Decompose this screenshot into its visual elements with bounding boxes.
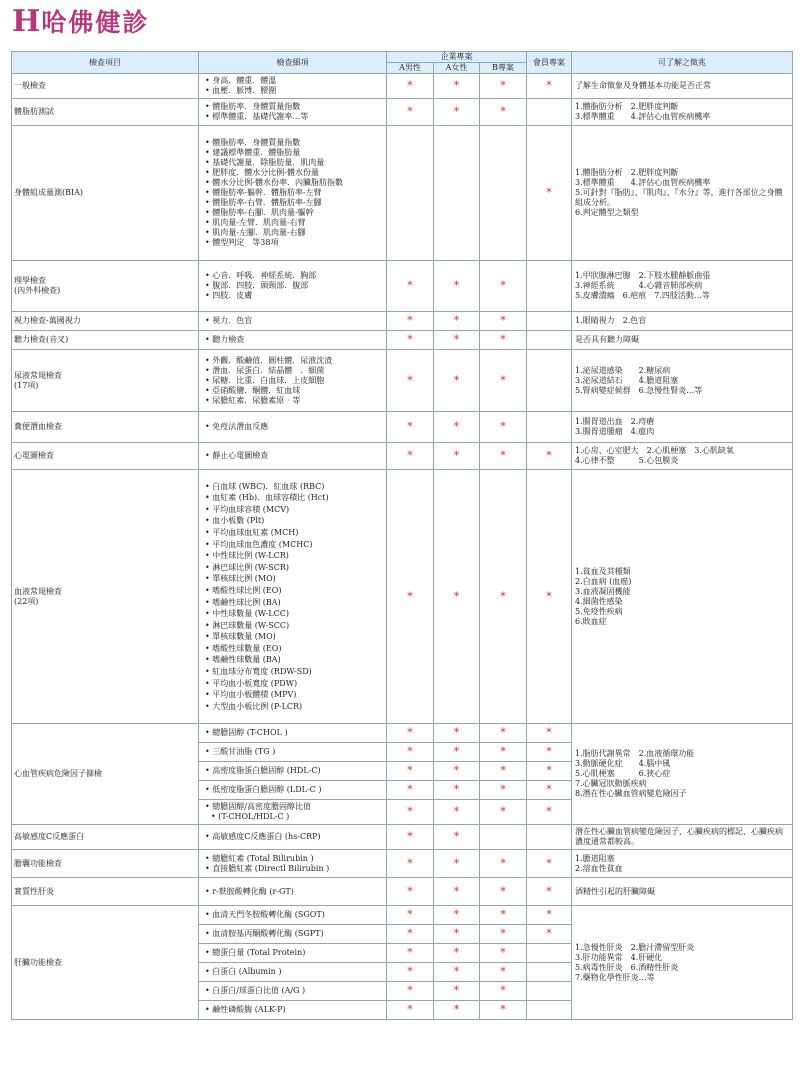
sign-line: 4.心律不整 5.心包膜炎 <box>575 456 679 465</box>
item-name: 身體組成量測(BIA) <box>12 126 199 261</box>
row-vision <box>12 312 793 331</box>
sign-line: 4.細菌性感染 <box>575 596 623 606</box>
detail-line: • 單核球比例 (MO) <box>205 573 384 585</box>
item-name-line: 理學檢查 <box>14 276 46 285</box>
item-details <box>199 781 387 800</box>
detail-line: • 肥胖度．體水分比例-體水份量 <box>205 168 384 178</box>
item-name <box>12 470 199 724</box>
sign-line: 3.標準體重 4.評估心血管疾病機率 <box>575 112 711 121</box>
detail-line: • 聽力檢查 <box>205 335 384 345</box>
sign-line: 6.敗血症 <box>575 616 607 626</box>
sign-line: 3.腸胃道腫瘤 4.瘜肉 <box>575 427 655 436</box>
star-a-female: * <box>434 906 480 925</box>
star-b <box>480 825 527 850</box>
header-detail: 檢查細項 <box>199 52 387 74</box>
header-member: 會員專案 <box>527 52 572 74</box>
row-urine <box>12 350 793 412</box>
star-b: * <box>480 350 527 412</box>
item-name: 膽囊功能檢查 <box>12 850 199 878</box>
row-physical <box>12 261 793 312</box>
star-a-female: * <box>434 963 480 982</box>
star-b <box>480 126 527 261</box>
detail-line: • 平均血小板寬度 (PDW) <box>205 678 384 690</box>
detail-line: • 尿糖．比重．白血球．上皮細胞 <box>205 376 384 386</box>
row-liver-1 <box>12 906 793 925</box>
star-a-female: * <box>434 312 480 331</box>
header-a-female: A女性 <box>434 63 480 74</box>
star-a-male: * <box>387 312 434 331</box>
item-details <box>199 350 387 412</box>
signs <box>572 412 793 443</box>
sign-line: 潛在性心臟血管病變危險因子，心臟疾病的標記，心臟疾病濃度通常都較高。 <box>575 827 784 846</box>
star-member <box>527 963 572 982</box>
signs <box>572 312 793 331</box>
header-item: 檢查項目 <box>12 52 199 74</box>
row-blood <box>12 470 793 724</box>
star-b: * <box>480 878 527 906</box>
detail-line: • 高敏感度C反應蛋白 (hs-CRP) <box>205 832 384 842</box>
row-stool <box>12 412 793 443</box>
detail-line: • 中性球比例 (W-LCR) <box>205 550 384 562</box>
star-a-male: * <box>387 878 434 906</box>
sign-line: 是否具有聽力障礙 <box>575 335 640 344</box>
row-gallbladder <box>12 850 793 878</box>
star-a-female: * <box>434 412 480 443</box>
sign-line: 3.泌尿道結石 4.膽道阻塞 <box>575 375 679 385</box>
star-a-male: * <box>387 99 434 126</box>
star-a-male: * <box>387 470 434 724</box>
detail-line: • 血清胺基丙酮酸轉化酶 (SGPT) <box>205 929 384 939</box>
star-member: * <box>527 443 572 470</box>
star-a-male: * <box>387 74 434 99</box>
item-details <box>199 762 387 781</box>
brand-letter: H <box>12 3 40 39</box>
detail-line: • 血壓．脈博．腰圍 <box>205 86 384 96</box>
star-a-female: * <box>434 261 480 312</box>
star-a-male <box>387 126 434 261</box>
star-b: * <box>480 470 527 724</box>
star-b: * <box>480 74 527 99</box>
row-bia <box>12 126 793 261</box>
item-details <box>199 412 387 443</box>
star-member: * <box>527 906 572 925</box>
star-a-female: * <box>434 724 480 743</box>
star-b: * <box>480 963 527 982</box>
star-a-male: * <box>387 944 434 963</box>
detail-line: • 高密度脂蛋白膽固醇 (HDL-C) <box>205 766 384 776</box>
item-name-sub: (17項) <box>14 380 39 390</box>
sign-line: 了解生命徵象及身體基本功能是否正常 <box>575 81 712 90</box>
signs <box>572 443 793 470</box>
star-member <box>527 825 572 850</box>
item-name: 心血管疾病危險因子篩檢 <box>12 724 199 825</box>
brand-name: 哈佛健診 <box>41 8 150 37</box>
detail-line: • 中性球數量 (W-LCC) <box>205 608 384 620</box>
item-name-sub: (內外科檢查) <box>14 286 61 295</box>
item-details <box>199 443 387 470</box>
detail-line: • 體水分比例-體水份率．內臟脂肪指數 <box>205 178 384 188</box>
signs <box>572 850 793 878</box>
row-bodyfat <box>12 99 793 126</box>
detail-line: • 嗜鹼性球比例 (BA) <box>205 597 384 609</box>
star-member: * <box>527 878 572 906</box>
detail-line: • 外觀．酸鹼值．圓柱體．尿液沈渣 <box>205 356 384 366</box>
item-name: 糞便潛血檢查 <box>12 412 199 443</box>
detail-line: • 血清天門冬胺酸轉化酶 (SGOT) <box>205 910 384 920</box>
sign-line: 5.心肌梗塞 6.狹心症 <box>575 769 671 778</box>
star-a-male: * <box>387 331 434 350</box>
detail-line: • 平均血球血紅素 (MCH) <box>205 527 384 539</box>
item-name: 聽力檢查(音叉) <box>12 331 199 350</box>
detail-line: • 直接膽紅素 (Directl Bilirubin ) <box>205 864 384 874</box>
star-a-female: * <box>434 850 480 878</box>
signs <box>572 99 793 126</box>
item-details <box>199 126 387 261</box>
item-details <box>199 982 387 1001</box>
item-details <box>199 331 387 350</box>
header-enterprise: 企業專案 <box>387 52 527 63</box>
star-b: * <box>480 781 527 800</box>
sign-line: 7.藥物化學性肝炎…等 <box>575 972 655 982</box>
detail-line: • 尿膽紅素．尿膽素原‧等 <box>205 396 384 406</box>
star-member <box>527 982 572 1001</box>
detail-line: • 平均血小板體積 (MPV) <box>205 689 384 701</box>
star-a-female: * <box>434 825 480 850</box>
sign-line: 1.眼睛視力 2.色盲 <box>575 316 647 325</box>
detail-line: • 體脂肪率．身體質量指數 <box>205 102 384 112</box>
star-a-male: * <box>387 724 434 743</box>
header-a-male: A男性 <box>387 63 434 74</box>
detail-line: • 嗜酸性球數量 (EO) <box>205 643 384 655</box>
star-b: * <box>480 850 527 878</box>
star-member <box>527 261 572 312</box>
detail-line: • 淋巴球數量 (W-SCC) <box>205 620 384 632</box>
star-a-male: * <box>387 925 434 944</box>
signs <box>572 470 793 724</box>
star-member <box>527 944 572 963</box>
sign-line: 3.血液凝固機能 <box>575 586 631 596</box>
star-a-female: * <box>434 443 480 470</box>
sign-line: 7.心臟冠狀動脈疾病 <box>575 779 647 788</box>
star-a-male: * <box>387 850 434 878</box>
item-name <box>12 350 199 412</box>
star-a-male: * <box>387 261 434 312</box>
star-a-female: * <box>434 925 480 944</box>
detail-line: • 嗜鹼性球數量 (BA) <box>205 654 384 666</box>
star-a-female: * <box>434 800 480 825</box>
detail-line: • 紅血球分布寬度 (RDW-SD) <box>205 666 384 678</box>
sign-line: 3.標準體重 4.評估心血管疾病機率 <box>575 178 711 187</box>
item-details <box>199 850 387 878</box>
star-a-male: * <box>387 906 434 925</box>
row-crp <box>12 825 793 850</box>
sign-line: 1.泌尿道感染 2.糖尿病 <box>575 365 671 375</box>
sign-line: 3.動脈硬化症 4.腦中風 <box>575 759 671 768</box>
star-member <box>527 350 572 412</box>
star-a-male: * <box>387 800 434 825</box>
star-b: * <box>480 743 527 762</box>
item-details <box>199 800 387 825</box>
row-hearing <box>12 331 793 350</box>
item-name: 高敏感度C反應蛋白 <box>12 825 199 850</box>
item-details <box>199 99 387 126</box>
detail-line: • 單核球數量 (MO) <box>205 631 384 643</box>
signs <box>572 825 793 850</box>
item-details <box>199 825 387 850</box>
detail-line: • 大型血小板比例 (P-LCR) <box>205 701 384 713</box>
item-name <box>12 261 199 312</box>
star-member: * <box>527 781 572 800</box>
detail-line: • 亞硝酸鹽．酮體．紅血球 <box>205 386 384 396</box>
sign-line: 1.膽道阻塞 <box>575 853 615 863</box>
star-a-female <box>434 126 480 261</box>
row-cardio-1 <box>12 724 793 743</box>
star-a-male: * <box>387 1001 434 1020</box>
sign-line: 8.潛在性心臟血管病變危險因子 <box>575 789 687 798</box>
item-details <box>199 944 387 963</box>
star-b: * <box>480 906 527 925</box>
star-b: * <box>480 412 527 443</box>
detail-line: • 鹼性磷酸脢 (ALK-P) <box>205 1005 384 1015</box>
star-b: * <box>480 982 527 1001</box>
star-a-female: * <box>434 743 480 762</box>
item-name: 心電圖檢查 <box>12 443 199 470</box>
detail-line: • 體脂肪率．身體質量指數 <box>205 138 384 148</box>
detail-line: • 肌肉量-左臂．肌肉量-右臂 <box>205 218 384 228</box>
item-details <box>199 724 387 743</box>
star-a-female: * <box>434 470 480 724</box>
item-details <box>199 906 387 925</box>
star-b: * <box>480 724 527 743</box>
star-b: * <box>480 800 527 825</box>
star-a-male: * <box>387 825 434 850</box>
detail-line: • 體脂肪率-右腳．肌肉量-軀幹 <box>205 208 384 218</box>
detail-line: • 免疫法潛血反應 <box>205 422 384 432</box>
star-a-male: * <box>387 982 434 1001</box>
detail-line: • 視力．色盲 <box>205 316 384 326</box>
detail-line: • 血紅素 (Hb)．血球容積比 (Hct) <box>205 492 384 504</box>
star-b: * <box>480 925 527 944</box>
star-a-female: * <box>434 762 480 781</box>
detail-line: • 三酸甘油脂 (TG ) <box>205 747 384 757</box>
sign-line: 5.腎病變症候群 6.急慢性腎炎…等 <box>575 385 703 395</box>
sign-line: 1.甲狀腺淋巴腺 2.下肢水腫靜脈曲張 <box>575 271 711 280</box>
sign-line: 5.皮膚潰瘍 6.疤痕 7.四肢活動…等 <box>575 291 710 300</box>
detail-line: • 心音．呼吸．神經系統．胸部 <box>205 271 384 281</box>
sign-line: 1.急慢性肝炎 2.膽汁滯留型肝炎 <box>575 942 695 952</box>
sign-line: 1.脂肪代謝異常 2.血液循環功能 <box>575 749 695 758</box>
item-details <box>199 312 387 331</box>
detail-line: • 平均血球血色濃度 (MCHC) <box>205 539 384 551</box>
header-b: B專案 <box>480 63 527 74</box>
row-general <box>12 74 793 99</box>
detail-line: • 體脂肪率-軀幹．體脂肪率-左臂 <box>205 188 384 198</box>
detail-line: • 靜止心電圖檢查 <box>205 451 384 461</box>
signs <box>572 261 793 312</box>
signs <box>572 724 793 825</box>
signs <box>572 126 793 261</box>
signs <box>572 331 793 350</box>
detail-line: • 標準體重．基礎代謝率…等 <box>205 112 384 122</box>
star-b: * <box>480 99 527 126</box>
detail-line: • 總膽固醇 (T-CHOL ) <box>205 728 384 738</box>
sign-line: 1.腸胃道出血 2.痔瘡 <box>575 417 655 426</box>
detail-line: • 嗜酸性球比例 (EO) <box>205 585 384 597</box>
header-signs: 可了解之徵兆 <box>572 52 793 74</box>
star-a-male: * <box>387 412 434 443</box>
sign-line: 1.體脂肪分析 2.肥胖度判斷 <box>575 102 679 111</box>
sign-line: 酒精性引起的肝臟障礙 <box>575 886 656 896</box>
star-member <box>527 412 572 443</box>
detail-line: • 潛血．尿蛋白．結晶體 ．細菌 <box>205 366 384 376</box>
sign-line: 6.判定體型之類型 <box>575 208 639 217</box>
star-member <box>527 99 572 126</box>
item-details <box>199 261 387 312</box>
brand-logo <box>12 2 149 40</box>
star-a-female: * <box>434 878 480 906</box>
detail-line: • 腹部．四肢．頭頸部．腹部 <box>205 281 384 291</box>
sign-line: 1.心房、心室肥大 2.心肌梗塞 3.心肌缺氧 <box>575 446 734 455</box>
item-details <box>199 74 387 99</box>
sign-line: 2.溶血性貧血 <box>575 863 623 873</box>
star-member <box>527 331 572 350</box>
star-a-female: * <box>434 781 480 800</box>
detail-line: • 建議標準體重．體脂肪量 <box>205 148 384 158</box>
star-b: * <box>480 762 527 781</box>
star-a-male: * <box>387 762 434 781</box>
star-a-female: * <box>434 331 480 350</box>
detail-line: • 平均血球容積 (MCV) <box>205 504 384 516</box>
item-name: 一般檢查 <box>12 74 199 99</box>
detail-line: • 白蛋白/球蛋白比值 (A/G ) <box>205 986 384 996</box>
star-member <box>527 312 572 331</box>
signs <box>572 878 793 906</box>
item-details <box>199 925 387 944</box>
detail-line: • 體脂肪率-右臂．體脂肪率-左腳 <box>205 198 384 208</box>
item-name-line: 尿液常規檢查 <box>14 370 62 380</box>
star-a-female: * <box>434 350 480 412</box>
star-b: * <box>480 443 527 470</box>
star-a-male: * <box>387 963 434 982</box>
detail-line: • 總膽紅素 (Total Bilirubin ) <box>205 854 384 864</box>
sign-line: 1.體脂肪分析 2.肥胖度判斷 <box>575 168 679 177</box>
sign-line: 2.白血病 (血癌) <box>575 576 632 586</box>
detail-line: • 基礎代謝量．除脂肪量．肌肉量 <box>205 158 384 168</box>
item-name: 實質性肝炎 <box>12 878 199 906</box>
star-b: * <box>480 312 527 331</box>
item-name: 肝臟功能檢查 <box>12 906 199 1020</box>
item-name-line: 血液常規檢查 <box>14 586 62 596</box>
star-a-female: * <box>434 74 480 99</box>
star-a-female: * <box>434 944 480 963</box>
detail-line: • 白血球 (WBC)．紅血球 (RBC) <box>205 481 384 493</box>
star-member: * <box>527 925 572 944</box>
star-member: * <box>527 743 572 762</box>
detail-line: • 四肢．皮膚 <box>205 291 384 301</box>
detail-line: • 淋巴球比例 (W-SCR) <box>205 562 384 574</box>
item-name-sub: (22項) <box>14 596 39 606</box>
star-member <box>527 1001 572 1020</box>
checkup-table <box>11 51 793 1020</box>
star-a-female: * <box>434 99 480 126</box>
star-b: * <box>480 331 527 350</box>
star-a-male: * <box>387 781 434 800</box>
detail-line: • 總膽固醇/高密度膽固醇比值 <box>205 802 384 812</box>
item-details <box>199 1001 387 1020</box>
sign-line: 5.病毒性肝炎 6.酒精性肝炎 <box>575 962 679 972</box>
item-details <box>199 878 387 906</box>
sign-line: 3.肝功能異常 4.肝硬化 <box>575 952 663 962</box>
item-details <box>199 963 387 982</box>
detail-line: • 肌肉量-左腳．肌肉量-右腳 <box>205 228 384 238</box>
sign-line: 3.神經系統 4.心雜音肺部疾病 <box>575 281 703 290</box>
sign-line: 5.免疫性疾病 <box>575 606 623 616</box>
star-b: * <box>480 944 527 963</box>
star-member: * <box>527 800 572 825</box>
detail-line: • 體型判定 等38項 <box>205 238 384 248</box>
star-a-female: * <box>434 1001 480 1020</box>
star-member: * <box>527 470 572 724</box>
star-member: * <box>527 724 572 743</box>
star-b: * <box>480 261 527 312</box>
star-a-male: * <box>387 443 434 470</box>
star-member: * <box>527 126 572 261</box>
row-ecg <box>12 443 793 470</box>
item-name: 體脂肪測試 <box>12 99 199 126</box>
signs <box>572 350 793 412</box>
detail-line: • 身高．體重．體溫 <box>205 76 384 86</box>
signs <box>572 74 793 99</box>
detail-line: • 總蛋白量 (Total Protein) <box>205 948 384 958</box>
star-a-female: * <box>434 982 480 1001</box>
detail-line: • 血小板數 (Plt) <box>205 515 384 527</box>
star-b: * <box>480 1001 527 1020</box>
item-details <box>199 743 387 762</box>
detail-line: • 低密度脂蛋白膽固醇 (LDL-C ) <box>205 785 384 795</box>
detail-line: • 白蛋白 (Albumin ) <box>205 967 384 977</box>
star-a-male: * <box>387 350 434 412</box>
star-member: * <box>527 850 572 878</box>
star-member: * <box>527 762 572 781</box>
sign-line: 5.可針對『脂肪』、『肌肉』、『水分』等，進行各部位之身體組成分析。 <box>575 188 783 207</box>
row-hepatitis <box>12 878 793 906</box>
detail-line-cont: • (T-CHOL/HDL-C ) <box>205 812 384 822</box>
star-a-male: * <box>387 743 434 762</box>
item-details <box>199 470 387 724</box>
star-member: * <box>527 74 572 99</box>
sign-line: 1.貧血及其種類 <box>575 566 631 576</box>
signs <box>572 906 793 1020</box>
detail-line: • r-麩胺酸轉化酶 (r-GT) <box>205 887 384 897</box>
item-name: 視力檢查-萬國視力 <box>12 312 199 331</box>
